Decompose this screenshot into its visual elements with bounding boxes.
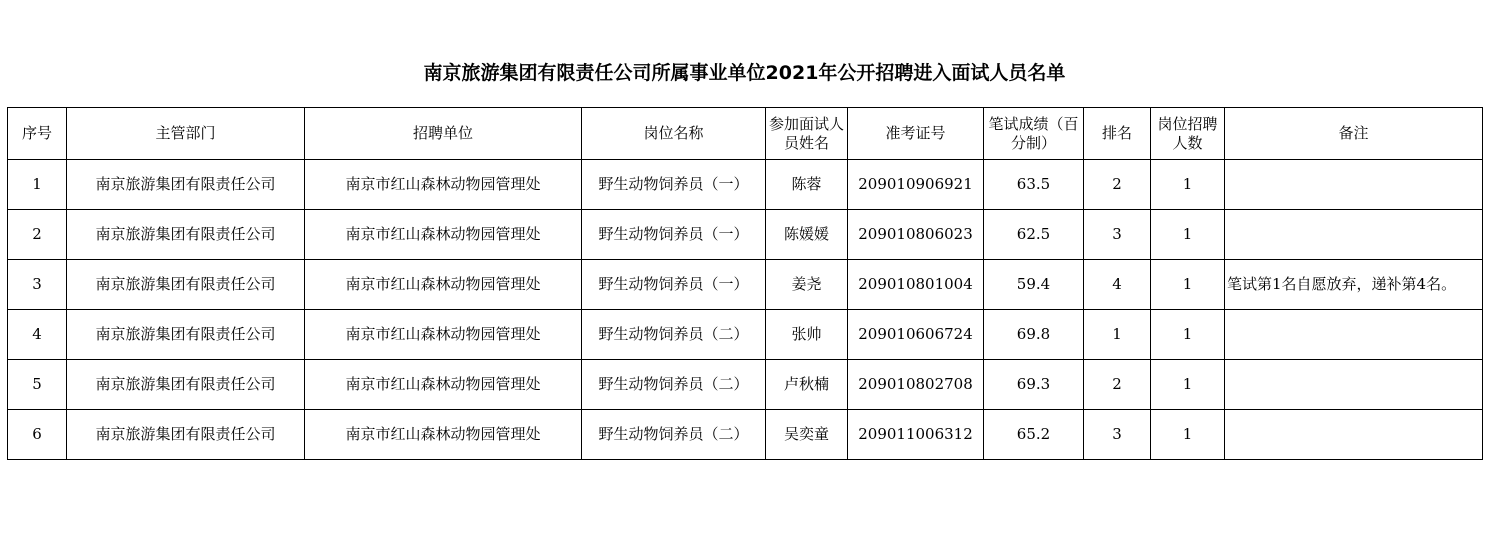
- cell-remark: 笔试第1名自愿放弃，递补第4名。: [1225, 260, 1483, 310]
- cell-post: 野生动物饲养员（一）: [582, 160, 766, 210]
- cell-quota: 1: [1151, 160, 1225, 210]
- cell-quota: 1: [1151, 360, 1225, 410]
- cell-post: 野生动物饲养员（一）: [582, 260, 766, 310]
- cell-name: 姜尧: [766, 260, 848, 310]
- cell-score: 62.5: [984, 210, 1084, 260]
- cell-post: 野生动物饲养员（二）: [582, 360, 766, 410]
- header-name: 参加面试人员姓名: [766, 108, 848, 160]
- cell-rank: 4: [1084, 260, 1151, 310]
- cell-unit: 南京市红山森林动物园管理处: [305, 210, 582, 260]
- cell-dept: 南京旅游集团有限责任公司: [67, 310, 305, 360]
- cell-dept: 南京旅游集团有限责任公司: [67, 260, 305, 310]
- cell-rank: 1: [1084, 310, 1151, 360]
- table-row: [8, 410, 1483, 460]
- header-remark: 备注: [1225, 108, 1483, 160]
- cell-score: 69.8: [984, 310, 1084, 360]
- interview-roster-table: [7, 107, 1483, 460]
- cell-rank: 3: [1084, 410, 1151, 460]
- cell-name: 陈蓉: [766, 160, 848, 210]
- header-post: 岗位名称: [582, 108, 766, 160]
- cell-name: 陈媛媛: [766, 210, 848, 260]
- cell-score: 69.3: [984, 360, 1084, 410]
- cell-quota: 1: [1151, 260, 1225, 310]
- header-score: 笔试成绩（百分制）: [984, 108, 1084, 160]
- cell-exam-no: 209011006312: [848, 410, 984, 460]
- cell-seq: 3: [8, 260, 67, 310]
- cell-remark: [1225, 310, 1483, 360]
- header-quota: 岗位招聘人数: [1151, 108, 1225, 160]
- cell-name: 吴奕童: [766, 410, 848, 460]
- cell-seq: 1: [8, 160, 67, 210]
- cell-unit: 南京市红山森林动物园管理处: [305, 260, 582, 310]
- cell-remark: [1225, 160, 1483, 210]
- cell-unit: 南京市红山森林动物园管理处: [305, 160, 582, 210]
- cell-score: 63.5: [984, 160, 1084, 210]
- header-dept: 主管部门: [67, 108, 305, 160]
- table-row: [8, 310, 1483, 360]
- cell-seq: 5: [8, 360, 67, 410]
- cell-post: 野生动物饲养员（二）: [582, 410, 766, 460]
- cell-remark: [1225, 210, 1483, 260]
- header-exam-no: 准考证号: [848, 108, 984, 160]
- cell-quota: 1: [1151, 210, 1225, 260]
- cell-name: 卢秋楠: [766, 360, 848, 410]
- cell-exam-no: 209010806023: [848, 210, 984, 260]
- cell-exam-no: 209010906921: [848, 160, 984, 210]
- cell-rank: 3: [1084, 210, 1151, 260]
- cell-unit: 南京市红山森林动物园管理处: [305, 310, 582, 360]
- table-header-row: [8, 108, 1483, 160]
- cell-exam-no: 209010606724: [848, 310, 984, 360]
- cell-seq: 2: [8, 210, 67, 260]
- cell-dept: 南京旅游集团有限责任公司: [67, 160, 305, 210]
- header-seq: 序号: [8, 108, 67, 160]
- cell-score: 65.2: [984, 410, 1084, 460]
- cell-post: 野生动物饲养员（一）: [582, 210, 766, 260]
- cell-post: 野生动物饲养员（二）: [582, 310, 766, 360]
- table-row: [8, 210, 1483, 260]
- cell-name: 张帅: [766, 310, 848, 360]
- cell-score: 59.4: [984, 260, 1084, 310]
- cell-unit: 南京市红山森林动物园管理处: [305, 360, 582, 410]
- cell-exam-no: 209010801004: [848, 260, 984, 310]
- cell-unit: 南京市红山森林动物园管理处: [305, 410, 582, 460]
- cell-rank: 2: [1084, 160, 1151, 210]
- cell-quota: 1: [1151, 310, 1225, 360]
- page-title: 南京旅游集团有限责任公司所属事业单位2021年公开招聘进入面试人员名单: [423, 62, 1066, 84]
- cell-dept: 南京旅游集团有限责任公司: [67, 410, 305, 460]
- table-row: [8, 360, 1483, 410]
- cell-seq: 6: [8, 410, 67, 460]
- header-rank: 排名: [1084, 108, 1151, 160]
- cell-rank: 2: [1084, 360, 1151, 410]
- cell-remark: [1225, 360, 1483, 410]
- cell-dept: 南京旅游集团有限责任公司: [67, 360, 305, 410]
- cell-seq: 4: [8, 310, 67, 360]
- header-unit: 招聘单位: [305, 108, 582, 160]
- table-row: [8, 260, 1483, 310]
- table-row: [8, 160, 1483, 210]
- cell-exam-no: 209010802708: [848, 360, 984, 410]
- cell-quota: 1: [1151, 410, 1225, 460]
- cell-remark: [1225, 410, 1483, 460]
- cell-dept: 南京旅游集团有限责任公司: [67, 210, 305, 260]
